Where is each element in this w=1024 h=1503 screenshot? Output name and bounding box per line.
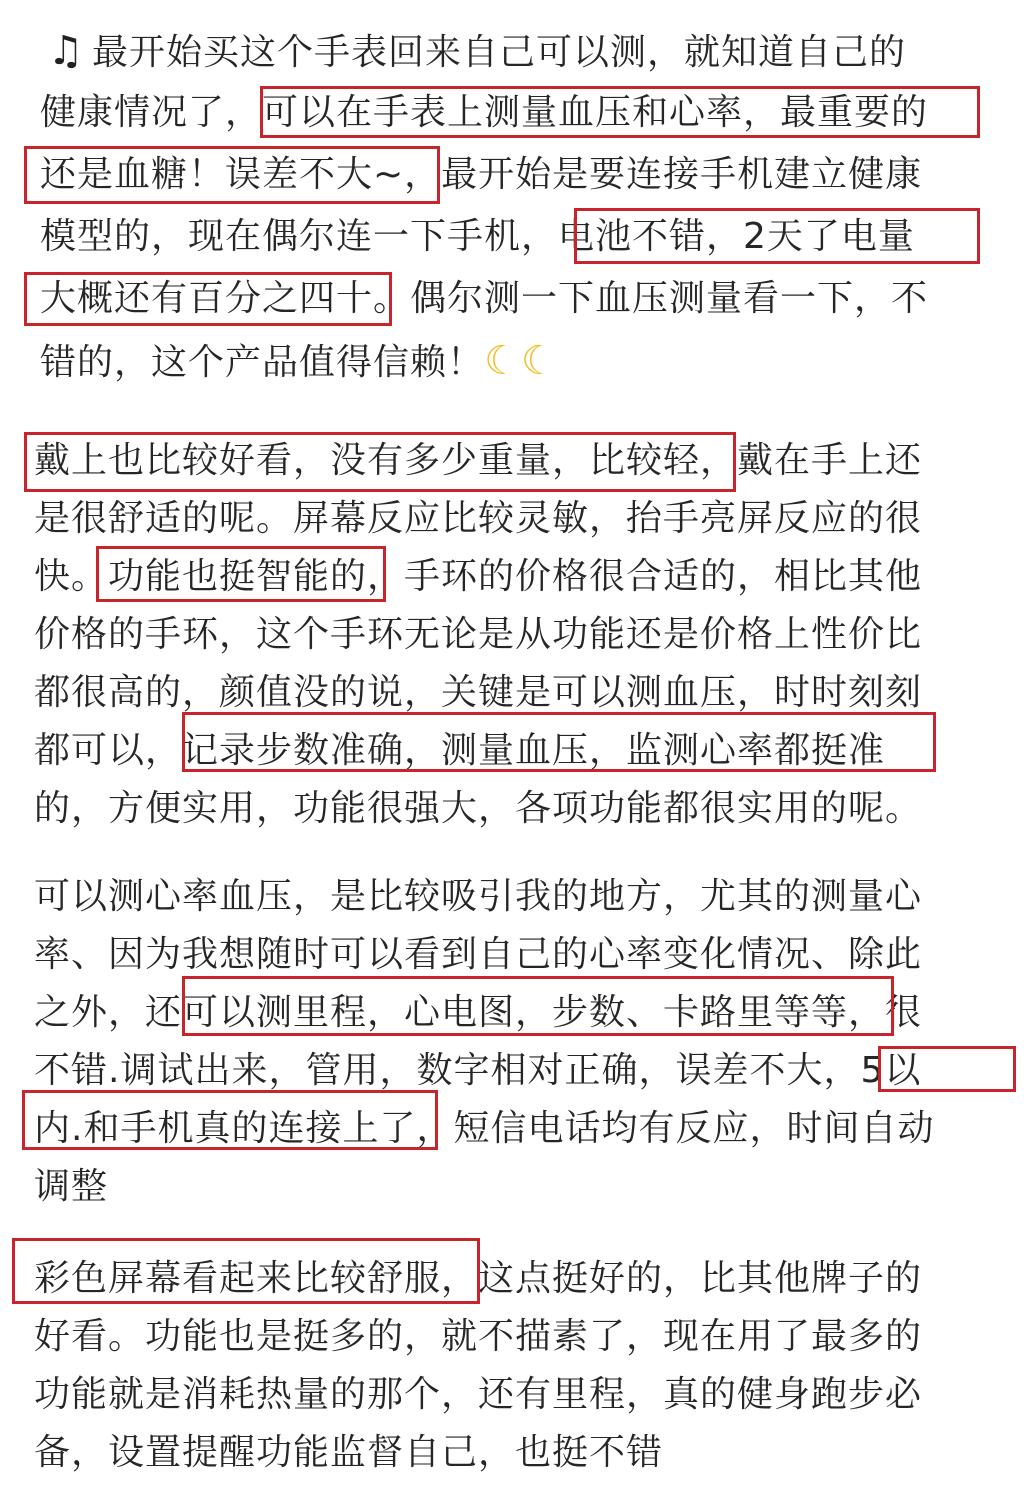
- text-line: 快。功能也挺智能的，手环的价格很合适的，相比其他: [34, 556, 923, 597]
- text-line: 是很舒适的呢。屏幕反应比较灵敏，抬手亮屏反应的很: [34, 498, 923, 539]
- crescent-moon-icon: ☾: [484, 338, 521, 384]
- text-line: 健康情况了，可以在手表上测量血压和心率，最重要的: [40, 92, 929, 133]
- text-line: 彩色屏幕看起来比较舒服，这点挺好的，比其他牌子的: [34, 1258, 923, 1299]
- text-line: 还是血糖！误差不大~，最开始是要连接手机建立健康: [40, 154, 923, 195]
- text-line: 功能就是消耗热量的那个，还有里程，真的健身跑步必: [34, 1374, 923, 1415]
- text-line: 戴上也比较好看，没有多少重量，比较轻，戴在手上还: [34, 440, 923, 481]
- text-line: 的，方便实用，功能很强大，各项功能都很实用的呢。: [34, 788, 923, 829]
- text-line: 错的，这个产品值得信赖！☾☾: [40, 338, 558, 384]
- text-line: 价格的手环，这个手环无论是从功能还是价格上性价比: [34, 614, 923, 655]
- text-line: 内.和手机真的连接上了，短信电话均有反应，时间自动: [34, 1108, 935, 1149]
- text-line: 调整: [34, 1166, 109, 1207]
- text-line: 不错.调试出来，管用，数字相对正确，误差不大，5以: [34, 1050, 922, 1091]
- music-note-icon: ♫: [47, 28, 85, 74]
- text-line: 可以测心率血压，是比较吸引我的地方，尤其的测量心: [34, 876, 923, 917]
- text-line: ♫ 最开始买这个手表回来自己可以测，就知道自己的: [40, 22, 906, 80]
- text-line: 率、因为我想随时可以看到自己的心率变化情况、除此: [34, 934, 923, 975]
- text-line: 都很高的，颜值没的说，关键是可以测血压，时时刻刻: [34, 672, 923, 713]
- text-line: 模型的，现在偶尔连一下手机，电池不错，2天了电量: [40, 216, 915, 257]
- text-line: 之外，还可以测里程，心电图，步数、卡路里等等，很: [34, 992, 923, 1033]
- crescent-moon-icon: ☾: [520, 338, 558, 384]
- text-line: 都可以，记录步数准确，测量血压，监测心率都挺准: [34, 730, 886, 771]
- text-line: 大概还有百分之四十。偶尔测一下血压测量看一下，不: [40, 278, 929, 319]
- text-line: 备，设置提醒功能监督自己，也挺不错: [34, 1432, 664, 1473]
- text-line: 好看。功能也是挺多的，就不描素了，现在用了最多的: [34, 1316, 923, 1357]
